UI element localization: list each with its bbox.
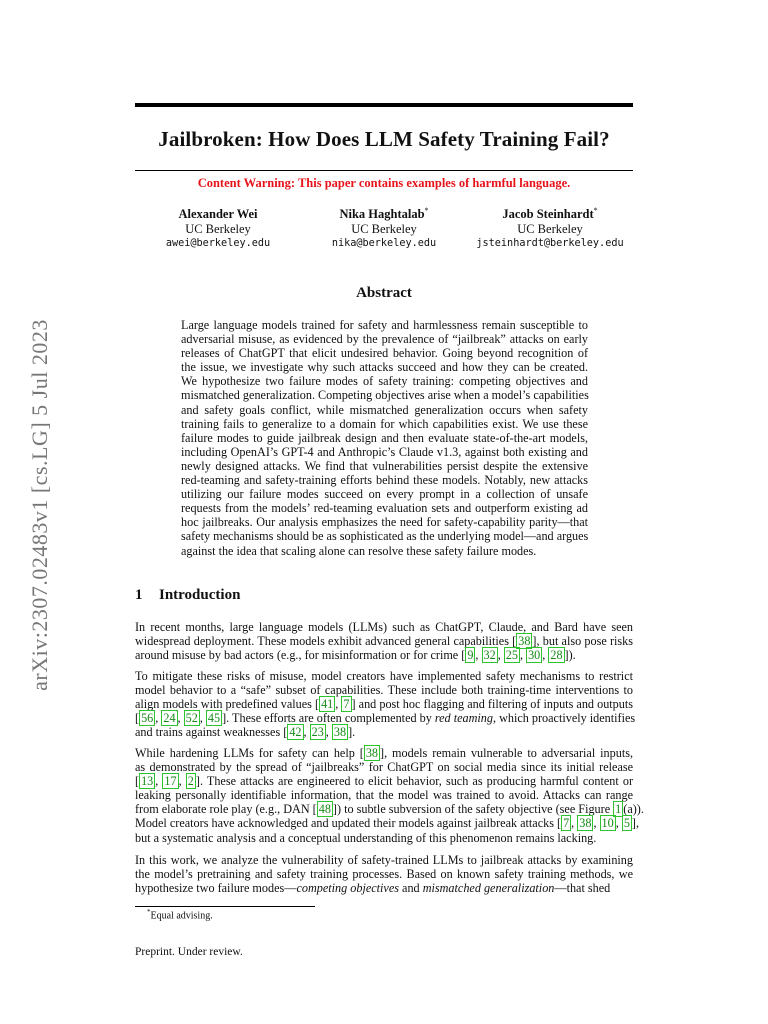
text-line [135,683,633,697]
footnote-mark: * [147,908,151,916]
text-run: To mitigate these risks of misuse, model creators have implemented safety mechanisms to restrict [135,669,633,683]
author-name: Alexander Wei [178,207,258,222]
author-name: Nika Haghtalab [339,207,425,222]
citation-link[interactable]: 32 [483,648,496,663]
abstract-line: adversarial misuse, as evidenced by the prevalence of “jailbreak” attacks on early [181,332,588,347]
citation-link[interactable]: 23 [311,725,324,740]
text-run: Model creators have acknowledged and updated their models against jailbreak attacks [135,816,558,831]
text-line [135,746,633,760]
citation-group: [ 13 , 17 , 2 ] [135,774,200,789]
citation-link[interactable]: 48 [318,802,331,817]
author-affiliation: UC Berkeley [351,222,417,237]
text-line [135,711,636,726]
abstract-line: safety mechanisms should be as sophisticated as the underlying model—and argues [181,529,589,544]
text-line [135,853,633,867]
abstract-line: mismatched generalization. Competing objectives arise when a model’s capabilities [181,388,589,403]
paper-title: Jailbroken: How Does LLM Safety Training Fail? [158,127,610,151]
citation-link[interactable]: 7 [563,816,570,831]
text-line [135,788,633,802]
text-line [135,634,633,648]
text-run: from elaborate role play (e.g., DAN [135,802,313,817]
content-warning: Content Warning: This paper contains examples of harmful language. [197,176,571,190]
abstract-line: newly designed attacks. We find that vulnerabilities persist despite the extensive [181,458,588,473]
citation-link[interactable]: 52 [185,711,198,726]
citation-link[interactable]: 38 [518,634,531,649]
citation-link[interactable]: 38 [333,725,347,740]
abstract-line: including OpenAI’s GPT-4 and Anthropic’s Claude v1.3, against both existing and [181,444,588,459]
emphasis: competing objectives [296,881,399,896]
citation-group: [ 56 , 24 , 52 , 45 ] [135,711,227,726]
text-run: . These attacks are engineered to elicit behavior, such as producing harmful content or [199,774,634,789]
text-run: model behavior to a “safe” subset of capabilities. These include both training-time interventions to [135,683,633,698]
figure-link[interactable]: 1 [615,802,622,817]
paragraph [135,620,633,662]
citation-link[interactable]: 42 [289,725,302,740]
citation-group: [ 41 , 7 ] [315,697,356,712]
text-run: —that shed [554,881,611,896]
text-run: While hardening LLMs for safety can help [135,746,360,760]
author-3 [467,206,633,249]
section-heading [135,587,240,604]
abstract-line: releases of ChatGPT that elicit undesired behavior. Going beyond recognition of [181,346,588,361]
citation-group: [ 38 ] [512,634,537,649]
author-block [135,206,633,250]
preprint-note: Preprint. Under review. [135,946,243,958]
citation-link[interactable]: 56 [141,711,154,726]
citation-group: [ 9 , 32 , 25 , 30 , 28 ] [461,648,569,663]
abstract-line: red-teaming and safety-training efforts behind these models. Notably, new attacks [181,473,588,488]
citation-group: [ 38 ] [359,746,385,760]
author-1 [135,206,301,249]
text-run: , models remain vulnerable to adversarial inputs, [384,746,633,760]
text-run: as demonstrated by the spread of “jailbreaks” for ChatGPT on social media since its initial release [135,760,633,775]
abstract-line: against the idea that scaling alone can resolve these safety failure modes. [181,543,537,558]
abstract-line: utilizing our failure modes succeed on every prompt in a collection of unsafe [181,487,588,502]
paragraph [135,669,636,740]
citation-link[interactable]: 10 [601,816,614,831]
abstract-line: Large language models trained for safety and harmlessness remain susceptible to [181,318,588,332]
author-email[interactable]: nika@berkeley.edu [331,238,437,250]
footnote [147,908,213,921]
text-run: and post hoc flagging and filtering of inputs and outputs [355,697,634,712]
citation-link[interactable]: 45 [207,711,221,726]
text-line [135,774,633,788]
paragraph [135,746,644,845]
citation-link[interactable]: 25 [505,648,518,663]
citation-group: [ 42 , 23 , 38 ] [283,725,353,740]
text-run: , but also pose risks [536,634,633,649]
citation-group: [ 7 , 38 , 10 , 5 ] [557,816,636,831]
citation-link[interactable]: 7 [343,697,350,712]
text-run: hypothesize two failure modes— [135,881,297,896]
citation-link[interactable]: 30 [528,648,541,663]
text-run: leaking personally identifiable information, that the model was trained to avoid. Attacks can range [135,788,633,803]
citation-link[interactable]: 38 [579,816,592,831]
text-run: (a)). [623,802,644,817]
text-run: ). [568,648,576,663]
text-run: the model’s pretraining and safety training processes. Based on known safety training methods, we [135,867,633,882]
text-line [135,881,633,895]
text-line [135,697,633,711]
abstract-line: We hypothesize two failure modes of safety training: competing objectives and [181,374,588,389]
text-run: In recent months, large language models (LLMs) such as ChatGPT, Claude, and Bard have seen [135,620,633,634]
author-affiliation: UC Berkeley [517,222,583,237]
citation-link[interactable]: 13 [141,774,154,789]
author-mark: * [593,206,598,215]
text-run: ) to subtle subversion of the safety objective (see Figure [336,802,614,817]
footnote-text: Equal advising. [150,910,213,922]
text-line [135,648,633,662]
text-line [135,816,640,831]
emphasis: mismatched generalization [422,881,555,896]
text-line [135,802,644,817]
abstract-line: failure modes to guide jailbreak design and then evaluate state-of-the-art models, [181,430,588,445]
text-run: . [352,725,356,740]
text-line [135,831,633,845]
text-line [135,867,633,881]
citation-link[interactable]: 41 [321,697,334,712]
abstract-body [181,318,588,558]
paragraph [135,853,633,895]
emphasis: red teaming [434,711,493,726]
arxiv-side-stamp: arXiv:2307.02483v1 [cs.LG] 5 Jul 2023 [27,319,52,691]
text-run: In this work, we analyze the vulnerability of safety-trained LLMs to jailbreak attacks by examining [135,853,633,867]
abstract-line: hoc jailbreaks. Our analysis emphasizes the need for safety-capability parity—that [181,515,588,530]
text-line [135,669,633,683]
abstract-line: and safety goals conflict, while mismatched generalization occurs when safety [181,402,588,417]
citation-link[interactable]: 5 [623,816,630,831]
text-run: and trains against weaknesses [135,725,284,740]
citation-link[interactable]: 38 [365,746,378,760]
text-run: . These efforts are often complemented by [226,711,435,726]
author-email[interactable]: jsteinhardt@berkeley.edu [476,238,624,250]
section-title: Introduction [159,587,241,603]
citation-link[interactable]: 2 [187,774,194,789]
author-2 [301,206,467,249]
citation-link[interactable]: 17 [164,774,177,789]
citation-group: [ 48 ] [312,802,337,817]
text-line [135,725,633,739]
abstract-line: training fails to generalize to a domain for which capabilities exist. We use these [181,416,588,431]
author-affiliation: UC Berkeley [185,222,251,237]
text-run: widespread deployment. These models exhibit advanced general capabilities [135,634,513,649]
citation-link[interactable]: 9 [467,648,474,663]
text-line [135,620,633,634]
author-email[interactable]: awei@berkeley.edu [165,238,271,250]
title-bottom-rule [135,170,633,171]
footnote-rule [135,906,315,907]
text-run: and [399,881,423,896]
section-number: 1 [135,587,143,603]
author-mark: * [424,206,429,215]
citation-link[interactable]: 24 [163,711,176,726]
text-run: , [635,816,640,831]
abstract-line: the issue, we investigate why such attacks succeed and how they can be created. [181,360,588,375]
citation-link[interactable]: 28 [550,648,563,663]
title-top-rule [135,103,633,107]
text-run: around misuse by bad actors (e.g., for misinformation or for crime [135,648,462,663]
text-run: align models with predefined values [135,697,315,712]
text-run: but a systematic analysis and a conceptual understanding of this phenomenon remains lacking. [135,830,597,845]
abstract-line: requests from the models’ red-teaming evaluation sets and outperform existing ad [181,501,588,516]
text-run: , which proactively identifies [492,711,636,726]
abstract-heading: Abstract [356,285,412,301]
author-name: Jacob Steinhardt [502,207,594,222]
text-line [135,760,633,774]
